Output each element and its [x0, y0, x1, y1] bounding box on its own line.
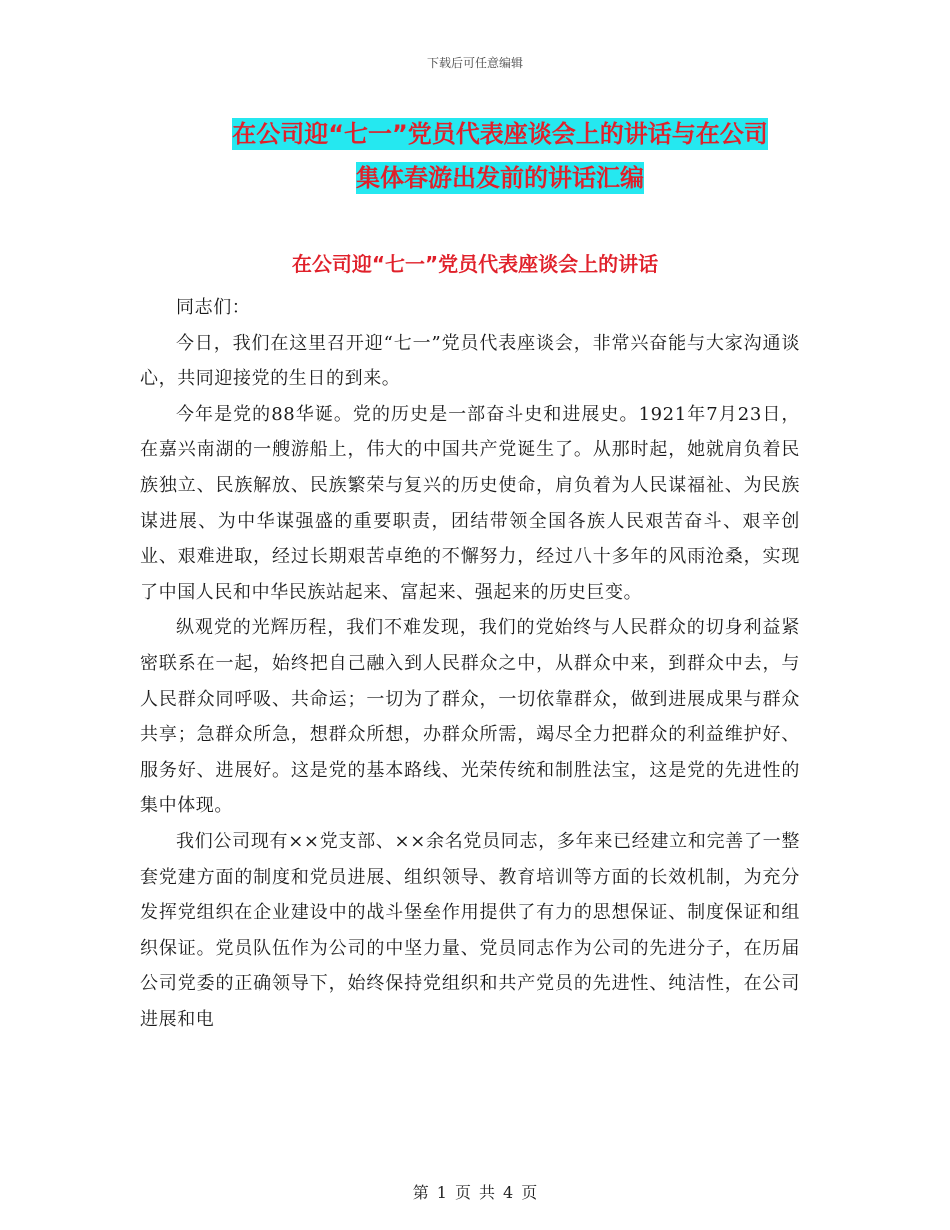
header-note: 下载后可任意编辑: [426, 56, 523, 70]
body-paragraph: 今日，我们在这里召开迎“七一”党员代表座谈会，非常兴奋能与大家沟通谈心，共同迎接党的生日的到来。: [140, 332, 800, 390]
section-title: 在公司迎“七一”党员代表座谈会上的讲话: [291, 252, 659, 276]
footer-prefix: 第: [412, 1183, 429, 1202]
body-paragraph: 我们公司现有××党支部、××余名党员同志，多年来已经建立和完善了一整套党建方面的制度和党员进展、组织领导、教育培训等方面的长效机制，为充分发挥党组织在企业建设中的战斗堡垒作用提供了有力的思想保证、制度保证和组织保证。党员队伍作为公司的中坚力量、党员同志作为公司的先进分子，在历届公司党委的正确领导下，始终保持党组织和共产党员的先进性、纯洁性，在公司进展和电: [140, 830, 800, 1030]
salutation-paragraph: 同志们：: [176, 297, 251, 318]
body-paragraph: 今年是党的88华诞。党的历史是一部奋斗史和进展史。1921年7月23日，在嘉兴南湖的一艘游船上，伟大的中国共产党诞生了。从那时起，她就肩负着民族独立、民族解放、民族繁荣与复兴的历史使命，肩负着为人民谋福祉、为民族谋进展、为中华谋强盛的重要职责，团结带领全国各族人民艰苦奋斗、艰辛创业、艰难进取，经过长期艰苦卓绝的不懈努力，经过八十多年的风雨沧桑，实现了中国人民和中华民族站起来、富起来、强起来的历史巨变。: [140, 403, 800, 603]
footer-current-page: 1: [436, 1183, 447, 1202]
body-paragraph: 纵观党的光辉历程，我们不难发现，我们的党始终与人民群众的切身利益紧密联系在一起，始终把自己融入到人民群众之中，从群众中来，到群众中去，与人民群众同呼吸、共命运；一切为了群众，一切依靠群众，做到进展成果与群众共享；急群众所急，想群众所想，办群众所需，竭尽全力把群众的利益维护好、服务好、进展好。这是党的基本路线、光荣传统和制胜法宝，这是党的先进性的集中体现。: [140, 617, 800, 817]
footer-suffix: 页: [521, 1183, 538, 1202]
document-title-line-2: 集体春游出发前的讲话汇编: [356, 164, 644, 192]
footer-total-prefix: 共: [479, 1183, 496, 1202]
page-footer: [0, 1180, 950, 1203]
document-body: [140, 290, 800, 1037]
document-title: [190, 112, 810, 200]
footer-mid: 页: [454, 1183, 471, 1202]
footer-total-pages: 4: [503, 1183, 514, 1202]
document-title-line-1: 在公司迎“七一”党员代表座谈会上的讲话与在公司: [232, 120, 768, 148]
